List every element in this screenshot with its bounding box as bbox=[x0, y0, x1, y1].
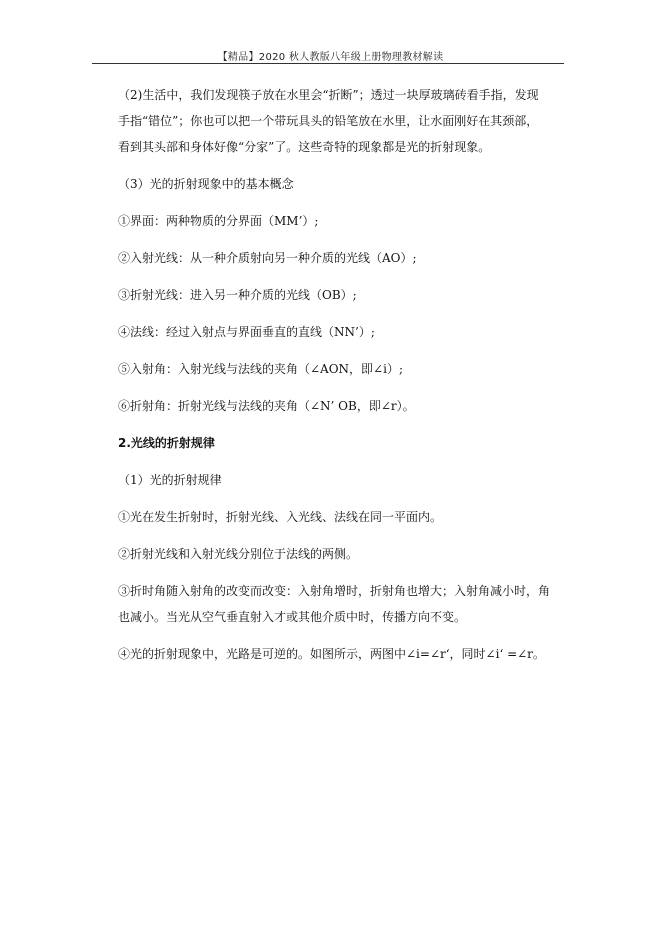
header-title: 【精品】2020 秋人教版八年级上册物理教材解读 bbox=[217, 52, 444, 63]
paragraph-basic-concepts-heading: （3）光的折射现象中的基本概念 bbox=[118, 177, 294, 191]
list-item-refracted-ray: ③折射光线：进入另一种介质的光线（OB）; bbox=[118, 288, 357, 302]
list-item-incidence-angle: ⑤入射角：入射光线与法线的夹角（∠AON，即∠i）; bbox=[118, 362, 403, 376]
list-item-law-opposite-sides: ②折射光线和入射光线分别位于法线的两侧。 bbox=[118, 547, 359, 561]
list-item-normal: ④法线：经过入射点与界面垂直的直线（NN’）; bbox=[118, 325, 375, 339]
list-item-incident-ray: ②入射光线：从一种介质射向另一种介质的光线（AO）; bbox=[118, 251, 417, 265]
list-item-interface: ①界面：两种物质的分界面（MM’）; bbox=[118, 214, 319, 228]
list-item-law-coplanar: ①光在发生折射时，折射光线、入光线、法线在同一平面内。 bbox=[118, 510, 443, 524]
section-heading-refraction-law: 2.光线的折射规律 bbox=[118, 436, 215, 450]
header-divider bbox=[92, 63, 564, 64]
list-item-law-angle-change: ③折时角随入射角的改变而改变：入射角增时，折射角也增大；入射角减小时，角也减小。当光从空气垂直射入才或其他介质中时，传播方向不变。 bbox=[118, 584, 551, 624]
list-item-refraction-angle: ⑥折射角：折射光线与法线的夹角（∠N’ OB，即∠r）。 bbox=[118, 399, 415, 413]
paragraph-law-heading: （1）光的折射规律 bbox=[118, 473, 222, 487]
paragraph-refraction-examples: （2)生活中，我们发现筷子放在水里会“折断”；透过一块厚玻璃砖看手指，发现手指“错位”；你也可以把一个带玩具头的铅笔放在水里，让水面刚好在其颈部，看到其头部和身体好像“分家”了。这些奇特的现象都是光的折射现象。 bbox=[118, 88, 539, 154]
page-header bbox=[0, 0, 661, 66]
list-item-law-reversible: ④光的折射现象中，光路是可逆的。如图所示，两图中∠i=∠r‘，同时∠i‘ =∠r。 bbox=[118, 647, 545, 661]
